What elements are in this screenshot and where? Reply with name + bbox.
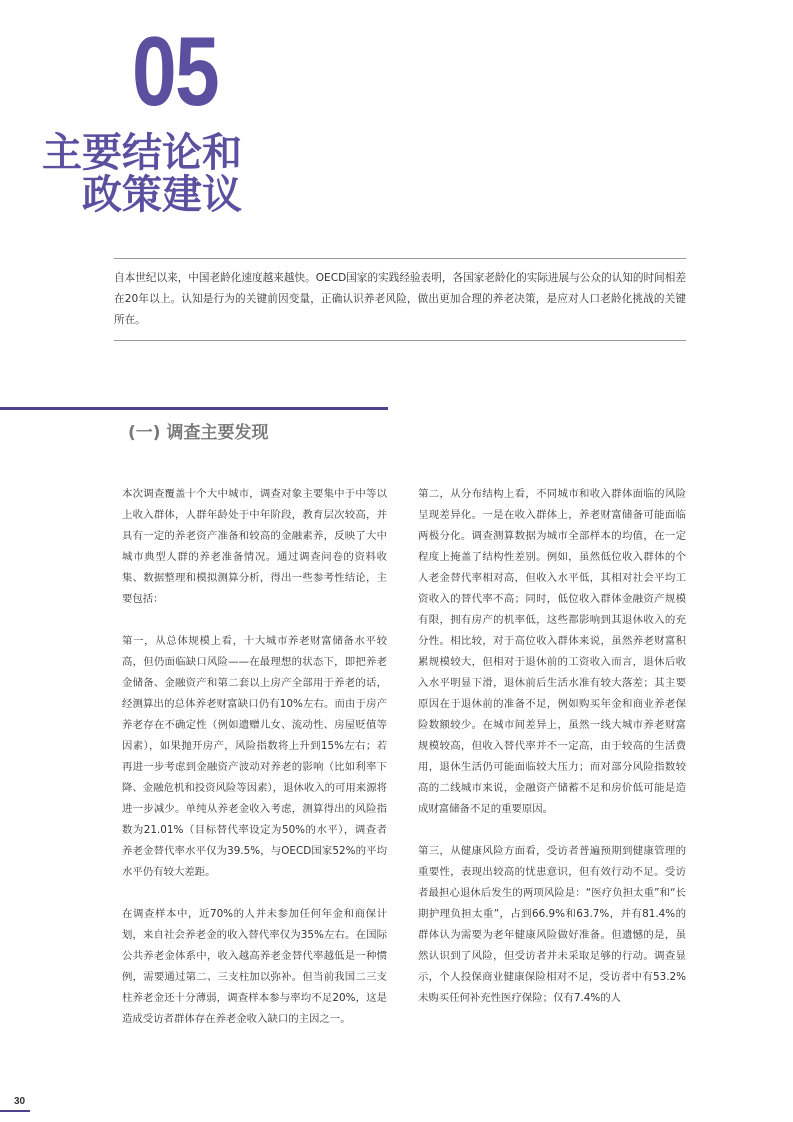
right-column (418, 484, 686, 1030)
section-bar (0, 407, 388, 410)
section-title: (一) 调查主要发现 (128, 423, 269, 443)
chapter-title (42, 132, 242, 216)
right-paragraph-1: 第二，从分布结构上看，不同城市和收入群体面临的风险呈现差异化。一是在收入群体上，养老财富储备可能面临两极分化。调查测算数据为城市全部样本的均值，在一定程度上掩盖了结构性差别。例如，虽然低位收入群体的个人老金替代率相对高，但收入水平低，其相对社会平均工资收入的替代率不高；同时，低位收入群体金融资产规模有限，拥有房产的机率低，这些都影响到其退休收入的充分性。相比较，对于高位收入群体来说，虽然养老财富积累规模较大，但相对于退休前的工资收入而言，退休后收入水平明显下滑，退休前后生活水准有较大落差；其主要原因在于退休前的准备不足，例如购买年金和商业养老保险数额较少。在城市间差异上，虽然一线大城市养老财富规模较高，但收入替代率并不一定高，由于较高的生活费用，退休生活仍可能面临较大压力；而对部分风险指数较高的二线城市来说，金融资产储蓄不足和房价低可能是造成财富储备不足的重要原因。 (418, 488, 686, 815)
intro-paragraph: 自本世纪以来，中国老龄化速度越来越快。OECD国家的实践经验表明，各国家老龄化的实际进展与公众的认知的时间相差在20年以上。认知是行为的关键前因变量，正确认识养老风险，做出更加合理的养老决策，是应对人口老龄化挑战的关键所在。 (114, 272, 686, 326)
left-paragraph-3: 在调查样本中，近70%的人并未参加任何年金和商保计划，来自社会养老金的收入替代率仅为35%左右。在国际公共养老金体系中，收入越高养老金替代率越低是一种惯例，需要通过第二、三支柱加以弥补。但当前我国二三支柱养老金还十分薄弱，调查样本参与率均不足20%，这是造成受访者群体存在养老金收入缺口的主因之一。 (122, 908, 387, 1025)
chapter-title-line-1: 主要结论和 (42, 130, 242, 176)
page-number-underline (0, 1110, 30, 1112)
page-number: 30 (14, 1096, 26, 1107)
left-column (122, 484, 387, 1051)
divider-top (114, 258, 686, 259)
chapter-number: 05 (132, 16, 219, 126)
right-paragraph-2: 第三，从健康风险方面看，受访者普遍预期到健康管理的重要性，表现出较高的忧患意识，但有效行动不足。受访者最担心退休后发生的两项风险是：“医疗负担太重”和“长期护理负担太重”，占到66.9%和63.7%，并有81.4%的群体认为需要为老年健康风险做好准备。但遗憾的是，虽然认识到了风险，但受访者并未采取足够的行动。调查显示，个人投保商业健康保险相对不足，受访者中有53.2%未购买任何补充性医疗保险；仅有7.4%的人 (418, 845, 686, 1004)
chapter-title-line-2: 政策建议 (82, 172, 242, 218)
left-paragraph-1: 本次调查覆盖十个大中城市，调查对象主要集中于中等以上收入群体，人群年龄处于中年阶段，教育层次较高，并具有一定的养老资产准备和较高的金融素养，反映了大中城市典型人群的养老准备情况。通过调查问卷的资料收集、数据整理和模拟测算分析，得出一些参考性结论，主要包括： (122, 488, 387, 605)
divider-bottom (114, 340, 686, 341)
left-paragraph-2: 第一，从总体规模上看，十大城市养老财富储备水平较高，但仍面临缺口风险——在最理想的状态下，即把养老金储备、金融资产和第二套以上房产全部用于养老的话，经测算出的总体养老财富缺口仍有10%左右。而由于房产养老存在不确定性（例如遗赠儿女、流动性、房屋贬值等因素），如果抛开房产，风险指数将上升到15%左右；若再进一步考虑到金融资产波动对养老的影响（比如利率下降、金融危机和投资风险等因素），退休收入的可用来源将进一步减少。单纯从养老金收入考虑，测算得出的风险指数为21.01%（目标替代率设定为50%的水平），调查者养老金替代率水平仅为39.5%，与OECD国家52%的平均水平仍有较大差距。 (122, 635, 387, 878)
